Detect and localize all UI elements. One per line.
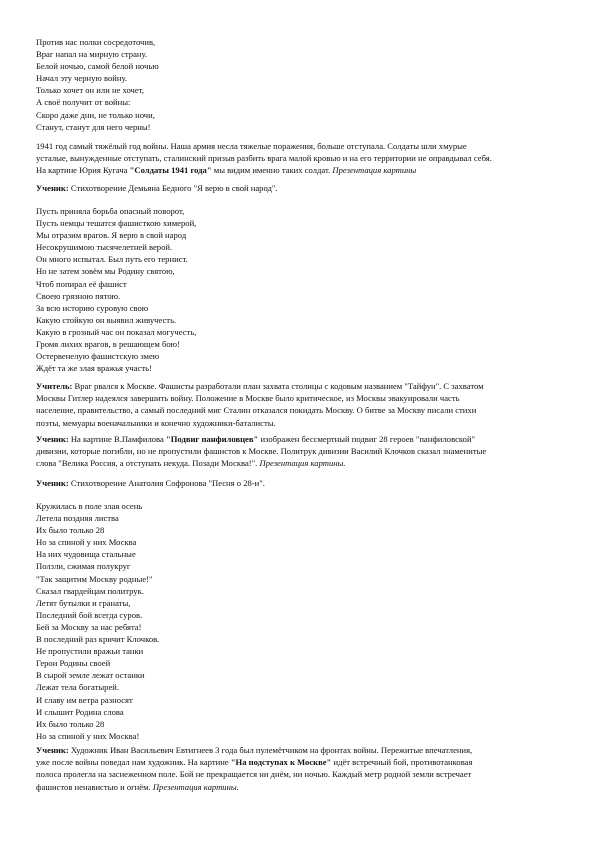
paragraph-line: население, правительство, а самый последний миг Сталин отказался покидать Москву. О битве за Москву писали стихи <box>36 405 477 416</box>
poem-line: Какую стойкую он выявил живучесть. <box>36 314 177 325</box>
poem-line: Герои Родины своей <box>36 658 111 669</box>
poem-line: Лежат тела богатырей. <box>36 682 120 693</box>
teacher-paragraph <box>36 380 562 429</box>
poem-line: Кружилась в поле злая осень <box>36 501 143 511</box>
poem-line: Своею грязною пятою. <box>36 290 121 301</box>
paragraph-line: уже после войны поведал нам художник. На картине "На подступах к Москве" идёт встречный бой, противотанковая <box>36 757 473 768</box>
poem-line: На них чудовища стальные <box>36 549 136 560</box>
poem-line: Против нас полки сосредоточив, <box>36 37 156 47</box>
poem-line: Начал эту черную войну. <box>36 73 128 84</box>
paragraph-line: полоса пролегла на заснеженном поле. Бой не прекращается ни днём, ни ночью. Каждый метр родной земли встречает <box>36 769 472 780</box>
poem-line: За всю историю суровую свою <box>36 302 149 313</box>
speaker-label: Ученик: <box>36 745 69 755</box>
poem-line: Враг напал на мирную страну. <box>36 49 148 60</box>
poem-line: Но за спиной у них Москва <box>36 537 137 548</box>
poem-line: Мы отразим врагов. Я верю в свой народ <box>36 230 187 241</box>
poem-line: Остервенелую фашистскую змею <box>36 351 160 362</box>
paragraph-line: Ученик: На картине В.Памфилова "Подвиг панфиловцев" изображен бессмертный подвиг 28 героев "панфиловской" <box>36 434 476 444</box>
poem-line: Летят бутылки и гранаты, <box>36 597 131 608</box>
poem-line: Их было только 28 <box>36 718 105 729</box>
poem-line: Их было только 28 <box>36 525 105 536</box>
poem-line: Сказал гвардейцам политрук. <box>36 585 144 596</box>
speaker-label: Ученик: <box>36 434 69 444</box>
painting-title: "На подступах к Москве" <box>230 757 332 768</box>
paragraph-line: Москвы Гитлер надеялся завершить войну. Положение в Москве было критическое, из Москвы эвакуировали часть <box>36 393 460 404</box>
speaker-label: Ученик: <box>36 183 69 193</box>
presentation-note: Презентация картины. <box>259 458 346 469</box>
paragraph-line: поэты, мемуары военачальники и конечно художники-баталисты. <box>36 417 276 428</box>
poem-line: Последний бой всегда суров. <box>36 609 143 620</box>
presentation-note: Презентация картины <box>332 165 417 176</box>
paragraph-1941 <box>36 140 562 177</box>
poem-line: Бей за Москву за нас ребята! <box>36 621 142 632</box>
poem-line: Чтоб попирал её фашист <box>36 278 127 289</box>
poem-line: В сырой земле лежат останки <box>36 670 145 681</box>
poem-line: Станут, станут для него черны! <box>36 121 151 132</box>
poem-line: "Так защитим Москву родные!" <box>36 573 153 584</box>
poem-bedny <box>36 205 196 374</box>
poem-line: Он много испытал. Был путь его тернист. <box>36 254 188 265</box>
poem-line: И слышит Родина слова <box>36 706 124 717</box>
poem-line: Ползли, сжимая полукруг <box>36 561 131 572</box>
presentation-note: Презентация картины. <box>152 781 239 792</box>
paragraph-line: На картине Юрия Кугача "Солдаты 1941 года" мы видим именно таких солдат. Презентация картины <box>36 165 417 176</box>
paragraph-line: Ученик: Художник Иван Васильевич Евтигнеев 3 года был пулемётчиком на фронтах войны. Пережитые впечатления, <box>36 745 473 755</box>
poem-line: Ждёт та же злая вражья участь! <box>36 363 152 374</box>
speaker-label: Ученик: <box>36 478 69 488</box>
poem-kugach-intro <box>36 36 159 133</box>
paragraph-line: слова "Велика Россия, а отступать некуда. Позади Москва!". Презентация картины. <box>36 458 346 469</box>
poem-line: Какую в грозный час он показал могучесть, <box>36 326 197 337</box>
poem-line: Но не затем зовём мы Родину святою, <box>36 266 175 277</box>
paragraph-line: дивизии, которые погибли, но не пропустили фашистов к Москве. Политрук дивизии Василий Клочков сказал знаменитые <box>36 446 487 457</box>
student-line-sofronov: Ученик: Стихотворение Анатолия Софронова "Песня о 28-и". <box>36 478 265 488</box>
poem-line: Белой ночью, самой белой ночью <box>36 61 159 72</box>
poem-line: Несокрушимою тысячелетней верой. <box>36 242 173 253</box>
poem-line: Пусть приняла борьба опасный поворот, <box>36 206 185 216</box>
poem-line: И славу им ветра разносят <box>36 694 133 705</box>
poem-sofronov <box>36 500 159 742</box>
paragraph-line: Учитель: Враг рвался к Москве. Фашисты разработали план захвата столицы с кодовым названием "Тайфун". С захватом <box>36 381 484 391</box>
paragraph-line: 1941 год самый тяжёлый год войны. Наша армия несла тяжелые поражения, больше отступала. Солдаты шли хмурые <box>36 141 467 151</box>
poem-line: В последний раз кричит Клочков. <box>36 634 160 645</box>
poem-line: Скоро даже дни, не только ночи, <box>36 109 155 120</box>
poem-line: Громя лихих врагов, в решающем бою! <box>36 339 180 350</box>
poem-line: А своё получит от войны: <box>36 97 131 108</box>
poem-line: Но за спиной у них Москва! <box>36 730 140 741</box>
speaker-label: Учитель: <box>36 381 73 391</box>
paragraph-line: усталые, вынужденные отступать, сталинский призыв разбить врага малой кровью и на его территории не оправдывал себя. <box>36 153 492 164</box>
paragraph-line: фашистов ненавистью и огнём. Презентация картины. <box>36 781 239 792</box>
poem-line: Летела поздняя листва <box>36 513 119 524</box>
poem-line: Только хочет он или не хочет, <box>36 85 144 96</box>
painting-title: "Подвиг панфиловцев" <box>165 434 259 444</box>
student-paragraph-evtigneev <box>36 744 562 793</box>
poem-line: Не пропустили вражьи танки <box>36 646 144 657</box>
student-paragraph-panfilov <box>36 433 562 470</box>
poem-line: Пусть немцы тешатся фашисткою химерой, <box>36 218 197 229</box>
student-line-bedny: Ученик: Стихотворение Демьяна Бедного "Я верю в свой народ". <box>36 183 278 193</box>
painting-title: "Солдаты 1941 года" <box>129 165 212 176</box>
